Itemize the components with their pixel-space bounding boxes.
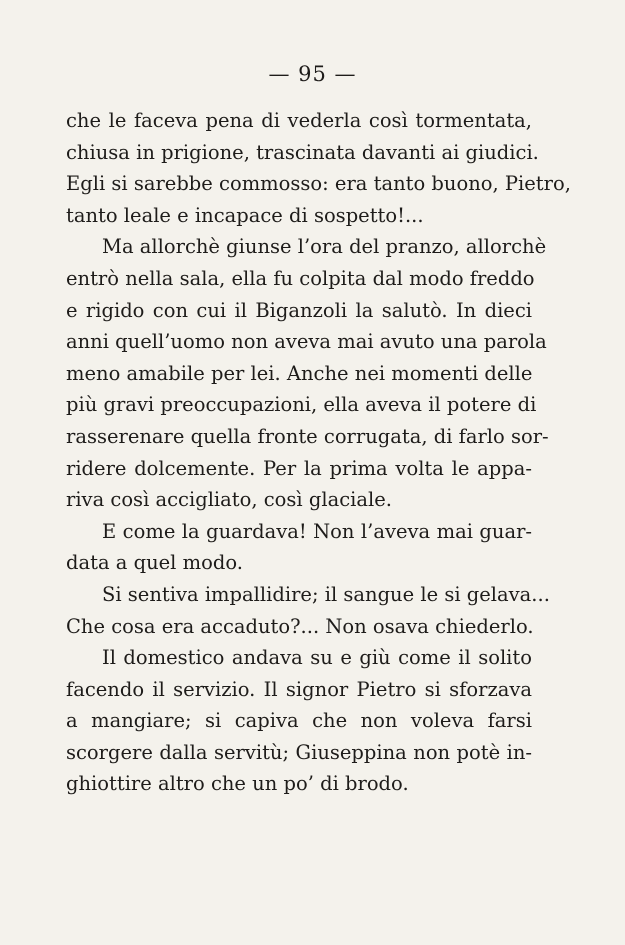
text-line: entrò nella sala, ella fu colpita dal modo freddo [66, 266, 535, 290]
page-number: — 95 — [268, 62, 357, 86]
text-line: ridere dolcemente. Per la prima volta le appa- [66, 456, 532, 480]
text-line: Che cosa era accaduto?... Non osava chiederlo. [66, 614, 534, 638]
text-line: Ma allorchè giunse l’ora del pranzo, allorchè [102, 235, 547, 259]
text-line: rasserenare quella fronte corrugata, di farlo sor- [66, 424, 549, 448]
text-line: ghiottire altro che un po’ di brodo. [66, 772, 409, 796]
text-line: a mangiare; si capiva che non voleva farsi [66, 709, 532, 733]
text-line: E come la guardava! Non l’aveva mai guar- [102, 519, 532, 543]
body-text [66, 105, 571, 800]
text-line: data a quel modo. [66, 551, 243, 575]
text-line: facendo il servizio. Il signor Pietro si sforzava [66, 677, 532, 701]
text-line: e rigido con cui il Biganzoli la salutò. In dieci [66, 298, 532, 322]
text-line: Il domestico andava su e giù come il solito [102, 646, 532, 670]
text-line: scorgere dalla servitù; Giuseppina non potè in- [66, 740, 532, 764]
text-line: Si sentiva impallidire; il sangue le si gelava... [102, 582, 550, 606]
text-line: Egli si sarebbe commosso: era tanto buono, Pietro, [66, 172, 571, 196]
text-line: riva così accigliato, così glaciale. [66, 488, 392, 512]
text-line: anni quell’uomo non aveva mai avuto una parola [66, 330, 547, 354]
text-line: più gravi preoccupazioni, ella aveva il potere di [66, 393, 537, 417]
text-line: che le faceva pena di vederla così tormentata, [66, 109, 532, 132]
text-line: tanto leale e incapace di sospetto!... [66, 203, 424, 227]
text-line: meno amabile per lei. Anche nei momenti delle [66, 361, 533, 385]
text-line: chiusa in prigione, trascinata davanti ai giudici. [66, 140, 539, 164]
